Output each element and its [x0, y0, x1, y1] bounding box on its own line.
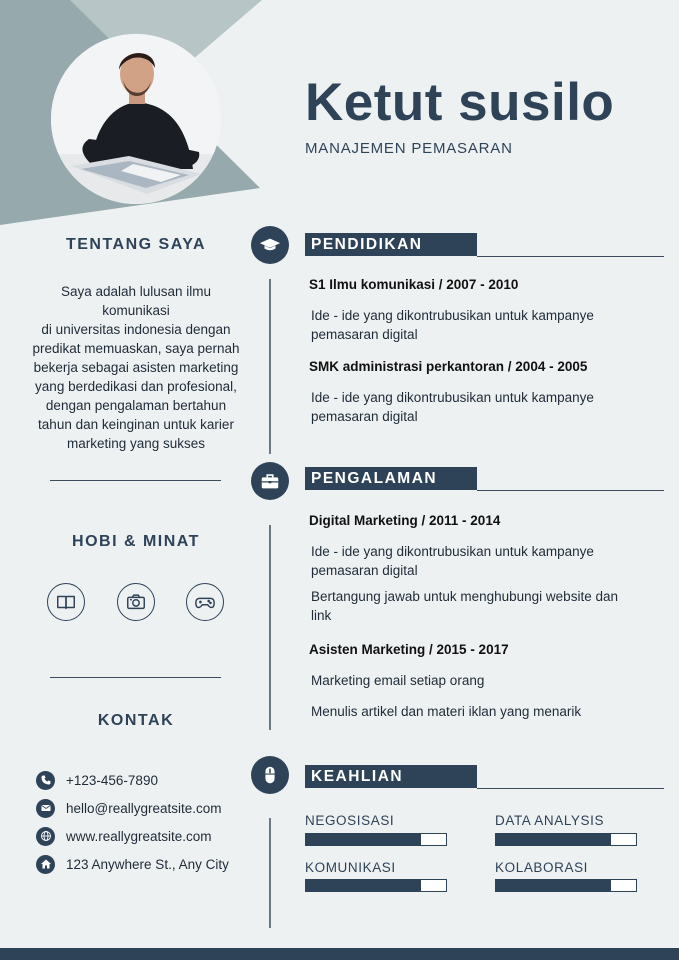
skill-bar [305, 833, 447, 846]
skill-label: KOLABORASI [495, 860, 589, 875]
desc-line: pemasaran digital [311, 563, 418, 578]
home-icon [36, 855, 55, 874]
briefcase-icon [251, 462, 289, 500]
camera-icon [117, 583, 155, 621]
about-line: bekerja sebagai asisten marketing [33, 360, 239, 375]
experience-entry-title: Asisten Marketing / 2015 - 2017 [309, 642, 509, 657]
desc-line: Ide - ide yang dikontrubusikan untuk kampanye [311, 390, 594, 405]
phone-icon [36, 771, 55, 790]
skill-fill [496, 834, 611, 845]
skill-label: NEGOSISASI [305, 813, 395, 828]
desc-line: Ide - ide yang dikontrubusikan untuk kampanye [311, 308, 594, 323]
desc-line: Menulis artikel dan materi iklan yang menarik [311, 704, 582, 719]
education-heading: PENDIDIKAN [305, 233, 477, 256]
desc-line: pemasaran digital [311, 327, 418, 342]
skill-label: DATA ANALYSIS [495, 813, 605, 828]
website-text: www.reallygreatsite.com [66, 828, 212, 844]
mail-icon [36, 799, 55, 818]
about-line: di universitas indonesia dengan [41, 322, 231, 337]
skill-bar [305, 879, 447, 892]
skill-bar [495, 833, 637, 846]
desc-line: Marketing email setiap orang [311, 673, 485, 688]
skill-fill [496, 880, 611, 891]
graduation-cap-icon [251, 226, 289, 264]
desc-line: pemasaran digital [311, 409, 418, 424]
profile-photo [51, 34, 221, 204]
about-line: marketing yang sukses [66, 436, 206, 451]
about-text [30, 282, 242, 453]
contact-website [36, 825, 212, 847]
about-line: tahun dan keinginan untuk karier [38, 417, 234, 432]
experience-entry-desc [311, 671, 651, 690]
about-heading: TENTANG SAYA [65, 236, 207, 253]
person-name: Ketut susilo [305, 73, 615, 132]
experience-entry-title: Digital Marketing / 2011 - 2014 [309, 513, 501, 528]
section-rule [477, 490, 664, 491]
education-entry-desc [311, 388, 651, 426]
hobbies-heading: HOBI & MINAT [72, 533, 200, 550]
contact-heading: KONTAK [97, 712, 175, 729]
section-rule [477, 788, 664, 789]
skill-fill [306, 834, 421, 845]
about-line: Saya adalah lulusan ilmu [60, 284, 212, 299]
globe-icon [36, 827, 55, 846]
skill-bar [495, 879, 637, 892]
experience-entry-desc [311, 542, 651, 580]
experience-entry-desc [311, 587, 651, 625]
education-entry-title: S1 Ilmu komunikasi / 2007 - 2010 [309, 277, 519, 292]
experience-heading: PENGALAMAN [305, 467, 477, 490]
education-entry-desc [311, 306, 651, 344]
phone-text: +123-456-7890 [66, 772, 158, 788]
timeline-line [269, 279, 271, 454]
about-line: komunikasi [102, 303, 170, 318]
timeline-line [269, 525, 271, 730]
contact-email [36, 797, 222, 819]
about-line: yang berdedikasi dan profesional, [35, 379, 237, 394]
address-text: 123 Anywhere St., Any City [66, 856, 229, 872]
contact-address [36, 853, 229, 875]
job-title: MANAJEMEN PEMASARAN [305, 140, 513, 157]
contact-phone [36, 769, 158, 791]
education-entry-title: SMK administrasi perkantoran / 2004 - 2005 [309, 359, 588, 374]
mouse-icon [251, 756, 289, 794]
skills-heading: KEAHLIAN [305, 765, 477, 788]
divider [50, 677, 221, 678]
about-line: dengan pengalaman bertahun [45, 398, 227, 413]
gamepad-icon [186, 583, 224, 621]
desc-line: Bertangung jawab untuk menghubungi website dan [311, 589, 618, 604]
footer-bar [0, 948, 679, 960]
timeline-line [269, 818, 271, 928]
book-icon [47, 583, 85, 621]
about-line: predikat memuaskan, saya pernah [32, 341, 240, 356]
section-rule [477, 256, 664, 257]
experience-entry-desc [311, 702, 651, 721]
skill-fill [306, 880, 421, 891]
desc-line: link [311, 608, 332, 623]
divider [50, 480, 221, 481]
skill-label: KOMUNIKASI [305, 860, 396, 875]
email-text: hello@reallygreatsite.com [66, 800, 222, 816]
desc-line: Ide - ide yang dikontrubusikan untuk kampanye [311, 544, 594, 559]
